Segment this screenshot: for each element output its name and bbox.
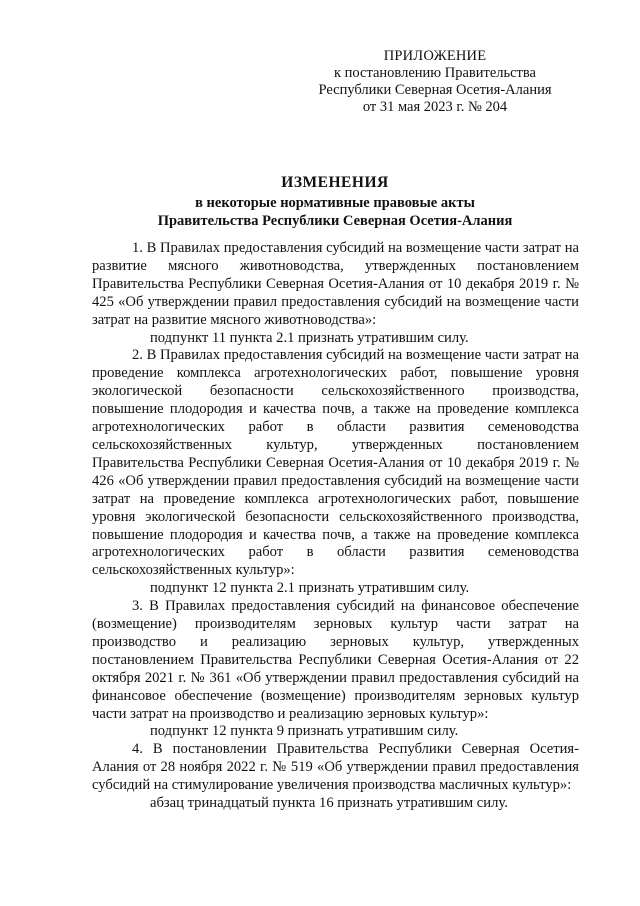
appendix-line-2: Республики Северная Осетия-Алания: [318, 82, 552, 98]
document-header: [90, 174, 580, 230]
appendix-line-3: от 31 мая 2023 г. № 204: [362, 99, 508, 115]
item-3-subpoint: подпункт 12 пункта 9 признать утратившим силу.: [150, 723, 459, 740]
appendix-block: [300, 48, 570, 116]
item-1-text: 1. В Правилах предоставления субсидий на возмещение части затрат на развитие мясного животноводства, утвержденных постановлением Правительства Республики Северная Осетия-Алания от 10 декабря 2019 г. № 425 «Об утверждении правил предоставления субсидий на возмещение части затрат на развитие мясного животноводства»:: [92, 240, 579, 328]
item-4-text: 4. В постановлении Правительства Республики Северная Осетия-Алания от 28 ноября 2022 г. № 519 «Об утверждении правил предоставления субсидий на стимулирование увеличения производства масличных культур»:: [92, 741, 579, 794]
appendix-line-1: к постановлению Правительства: [334, 65, 536, 81]
item-1-subpoint: подпункт 11 пункта 2.1 признать утратившим силу.: [150, 329, 469, 346]
document-title: ИЗМЕНЕНИЯ: [281, 174, 389, 191]
appendix-title: ПРИЛОЖЕНИЕ: [383, 48, 487, 64]
document-body: [92, 240, 579, 813]
item-2-text: 2. В Правилах предоставления субсидий на возмещение части затрат на проведение комплекса агротехнологических работ, повышение уровня экологической безопасности сельскохозяйственного производства, повышение плодородия и качества почв, а также на проведение комплекса агротехнологических работ в области развития семеноводства сельскохозяйственных культур, утвержденных постановлением Правительства Республики Северная Осетия-Алания от 10 декабря 2019 г. № 426 «Об утверждении правил предоставления субсидий на возмещение части затрат на проведение комплекса агротехнологических работ, повышение уровня экологической безопасности сельскохозяйственного производства, повышение плодородия и качества почв, а также на проведение комплекса агротехнологических работ в области развития семеноводства сельскохозяйственных культур»:: [92, 347, 579, 579]
document-subtitle-1: в некоторые нормативные правовые акты: [195, 195, 475, 211]
document-subtitle-2: Правительства Республики Северная Осетия-Алания: [157, 213, 513, 229]
item-2-subpoint: подпункт 12 пункта 2.1 признать утратившим силу.: [150, 580, 470, 597]
item-3-text: 3. В Правилах предоставления субсидий на финансовое обеспечение (возмещение) производителям зерновых культур части затрат на производство и реализацию зерновых культур, утвержденных постановлением Правительства Республики Северная Осетия-Алания от 22 октября 2021 г. № 361 «Об утверждении правил предоставления субсидий на финансовое обеспечение (возмещение) производителям зерновых культур части затрат на производство и реализацию зерновых культур»:: [92, 598, 579, 722]
item-4-subpoint: абзац тринадцатый пункта 16 признать утратившим силу.: [150, 795, 508, 812]
